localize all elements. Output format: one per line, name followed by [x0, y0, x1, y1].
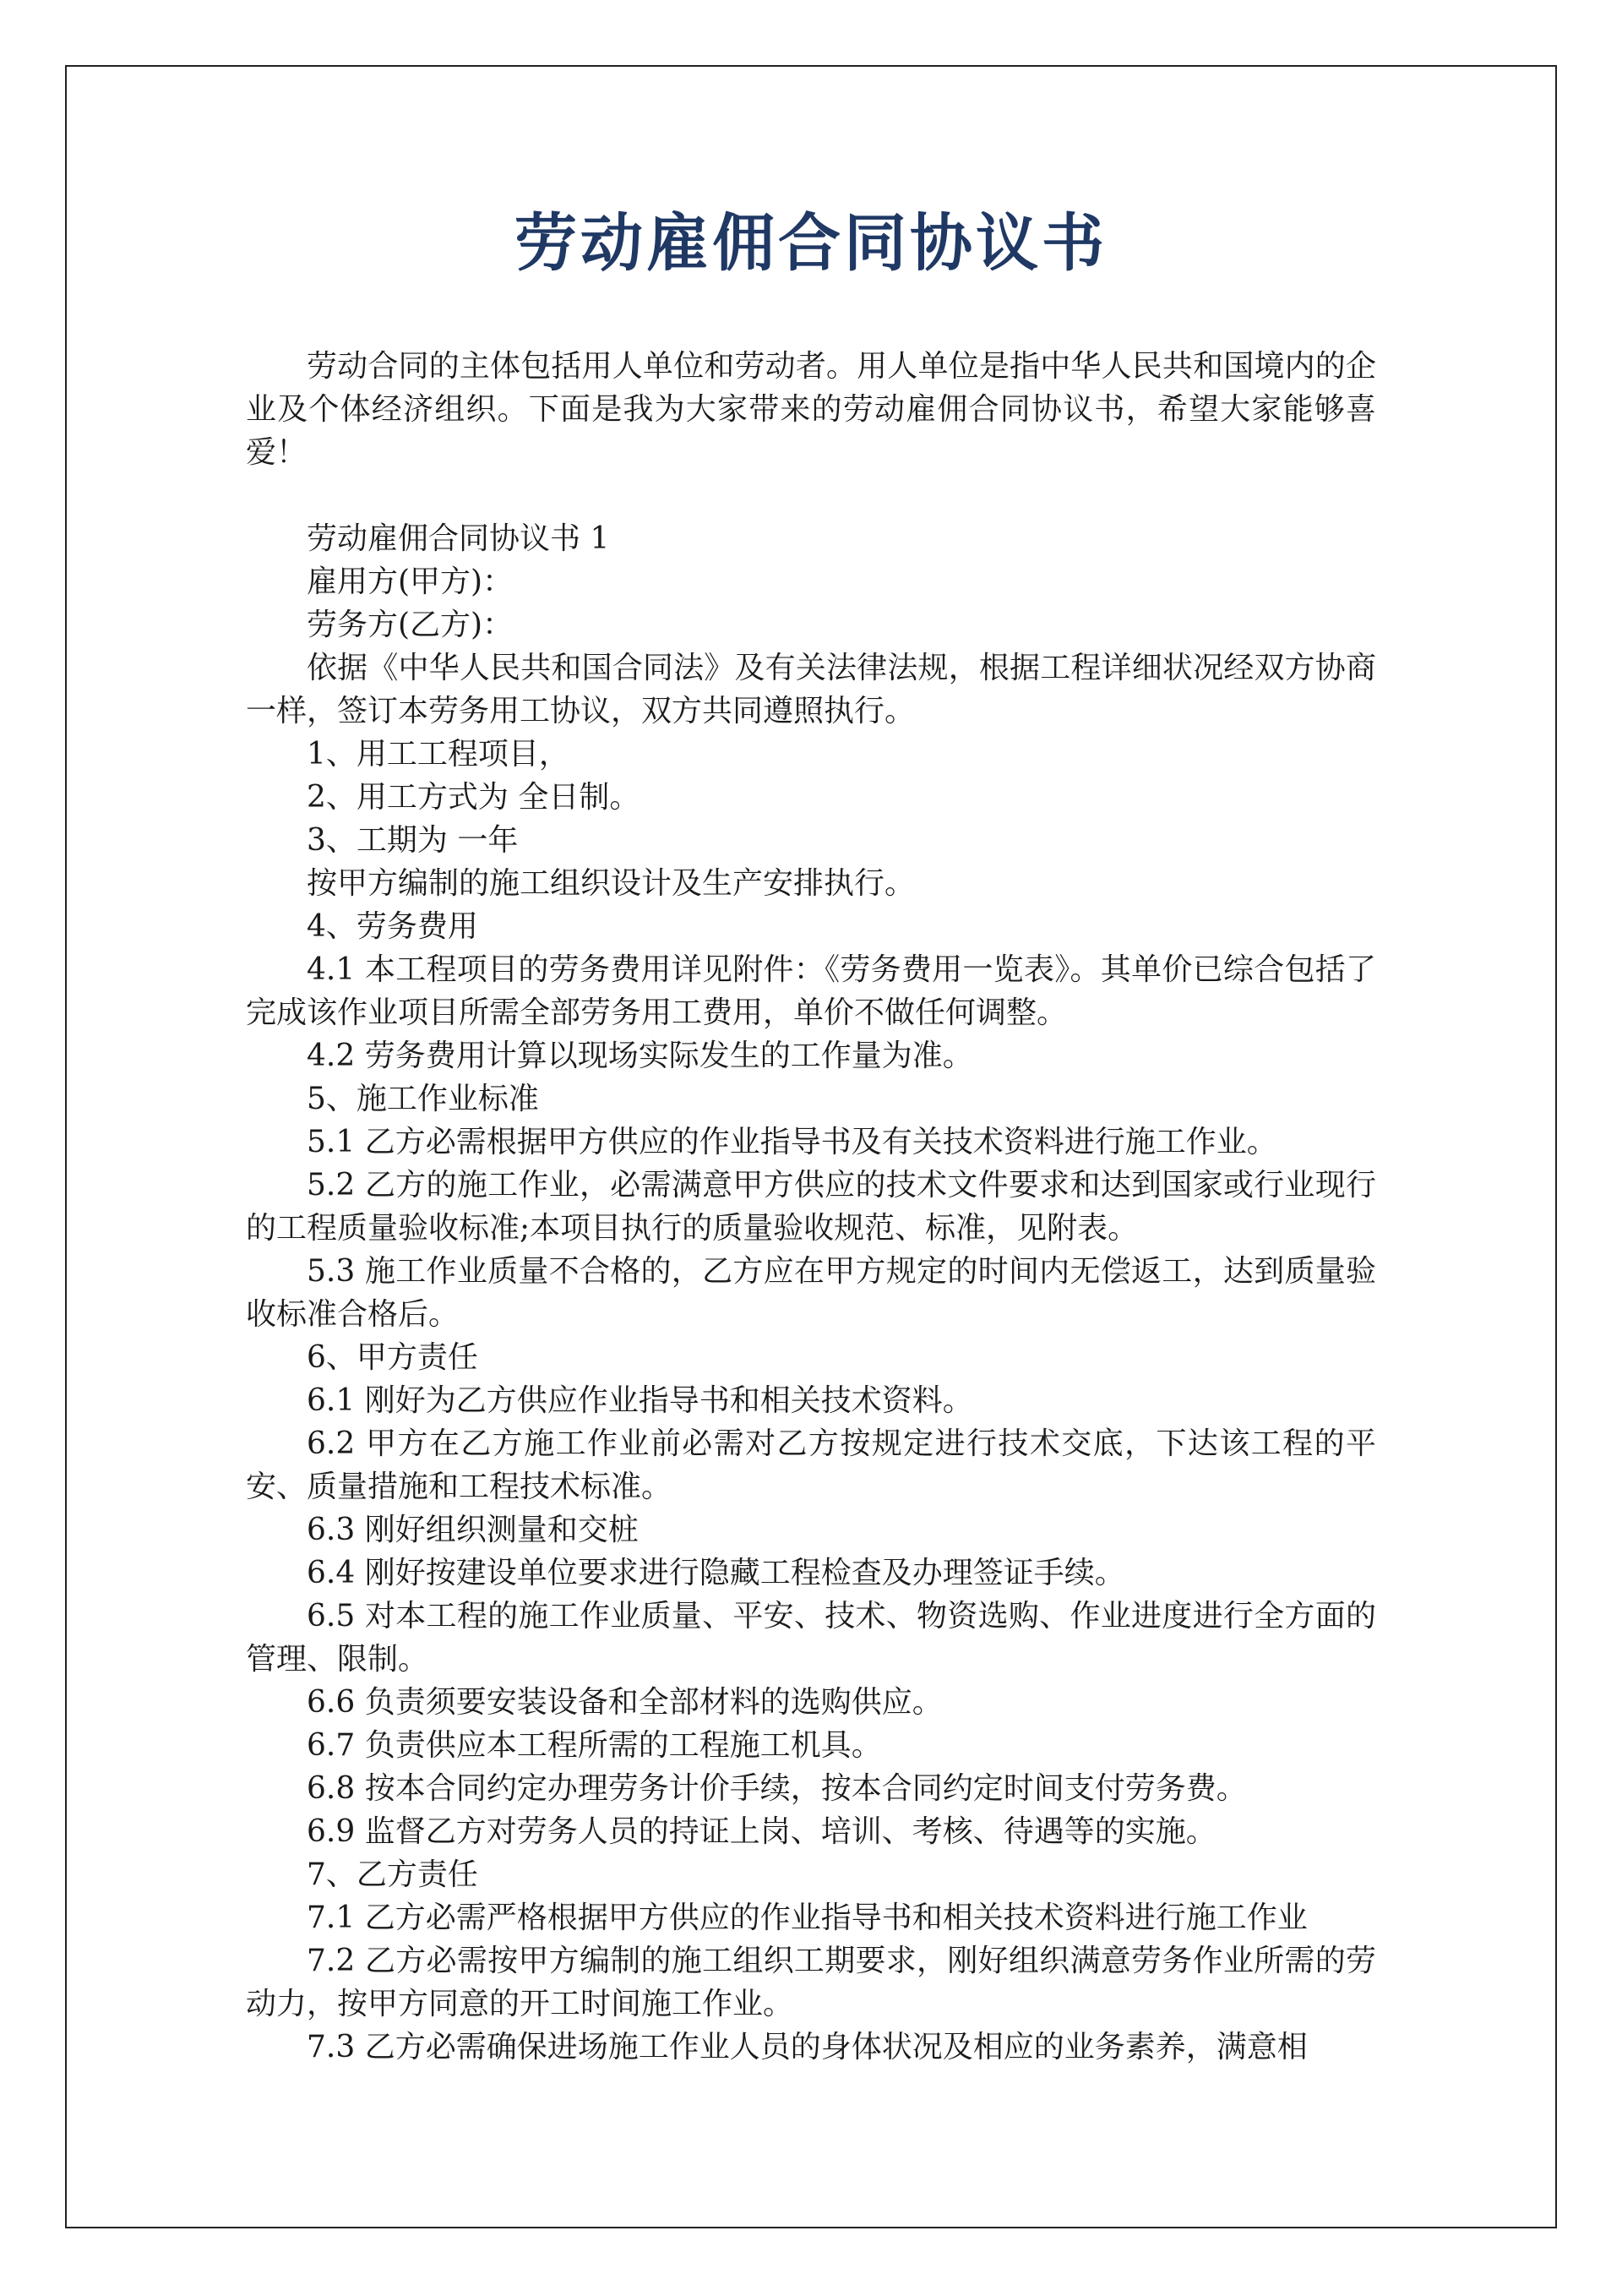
clause-7-2: 7.2 乙方必需按甲方编制的施工组织工期要求，刚好组织满意劳务作业所需的劳动力，按甲方同意的开工时间施工作业。: [246, 1944, 1376, 2021]
clause-5-1: 5.1 乙方必需根据甲方供应的作业指导书及有关技术资料进行施工作业。: [307, 1125, 1277, 1159]
clause-4-1: 4.1 本工程项目的劳务费用详见附件：《劳务费用一览表》。其单价已综合包括了完成该作业项目所需全部劳务用工费用，单价不做任何调整。: [246, 952, 1376, 1030]
clause-3-detail: 按甲方编制的施工组织设计及生产安排执行。: [307, 866, 916, 901]
clause-6-9: 6.9 监督乙方对劳务人员的持证上岗、培训、考核、待遇等的实施。: [307, 1814, 1216, 1849]
clause-5-3: 5.3 施工作业质量不合格的，乙方应在甲方规定的时间内无偿返工，达到质量验收标准合格后。: [246, 1254, 1376, 1332]
document-title: 劳动雇佣合同协议书: [514, 207, 1108, 280]
clause-6-6: 6.6 负责须要安装设备和全部材料的选购供应。: [307, 1685, 943, 1720]
intro-paragraph: 劳动合同的主体包括用人单位和劳动者。用人单位是指中华人民共和国境内的企业及个体经济组织。下面是我为大家带来的劳动雇佣合同协议书，希望大家能够喜爱！: [246, 349, 1376, 470]
clause-1: 1、用工工程项目，: [307, 737, 569, 772]
party-b-line: 劳务方(乙方)：: [307, 608, 514, 642]
clause-3: 3、工期为 一年: [307, 823, 519, 858]
party-a-line: 雇用方(甲方)：: [307, 564, 514, 599]
clause-6-7: 6.7 负责供应本工程所需的工程施工机具。: [307, 1728, 882, 1763]
clause-2: 2、用工方式为 全日制。: [307, 780, 640, 815]
clause-6-5: 6.5 对本工程的施工作业质量、平安、技术、物资选购、作业进度进行全方面的管理、限制。: [246, 1599, 1376, 1677]
clause-7-3: 7.3 乙方必需确保进场施工作业人员的身体状况及相应的业务素养，满意相: [307, 2030, 1308, 2064]
clause-6-3: 6.3 刚好组织测量和交桩: [307, 1513, 639, 1547]
clause-6-8: 6.8 按本合同约定办理劳务计价手续，按本合同约定时间支付劳务费。: [307, 1771, 1247, 1806]
section-heading: 劳动雇佣合同协议书 1: [307, 521, 610, 556]
clause-7-1: 7.1 乙方必需严格根据甲方供应的作业指导书和相关技术资料进行施工作业: [307, 1901, 1308, 1935]
preamble-paragraph: 依据《中华人民共和国合同法》及有关法律法规，根据工程详细状况经双方协商一样，签订本劳务用工协议，双方共同遵照执行。: [246, 651, 1376, 728]
clause-6: 6、甲方责任: [307, 1340, 478, 1375]
clause-5-2: 5.2 乙方的施工作业，必需满意甲方供应的技术文件要求和达到国家或行业现行的工程质量验收标准;本项目执行的质量验收规范、标准，见附表。: [246, 1168, 1376, 1246]
clause-6-2: 6.2 甲方在乙方施工作业前必需对乙方按规定进行技术交底，下达该工程的平安、质量措施和工程技术标准。: [246, 1426, 1376, 1504]
clause-4: 4、劳务费用: [307, 909, 478, 944]
clause-7: 7、乙方责任: [307, 1857, 478, 1892]
clause-6-4: 6.4 刚好按建设单位要求进行隐藏工程检查及办理签证手续。: [307, 1556, 1125, 1590]
clause-4-2: 4.2 劳务费用计算以现场实际发生的工作量为准。: [307, 1039, 973, 1073]
clause-6-1: 6.1 刚好为乙方供应作业指导书和相关技术资料。: [307, 1383, 973, 1418]
document-body: [246, 186, 1376, 2069]
clause-5: 5、施工作业标准: [307, 1082, 539, 1116]
paragraph-spacer: [246, 474, 1376, 517]
